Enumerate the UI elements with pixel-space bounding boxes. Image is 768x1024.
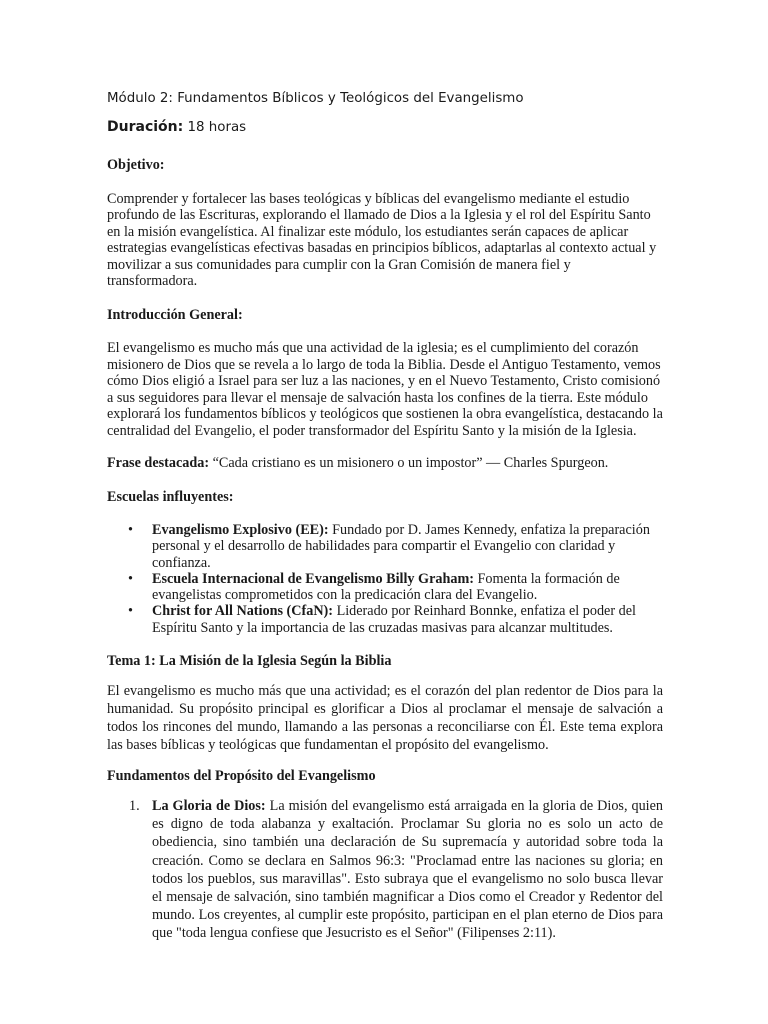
item-number: 1. [129,797,140,814]
document-page [107,89,663,943]
school-name: Evangelismo Explosivo (EE): [152,522,329,538]
quote-label: Frase destacada: [107,455,210,471]
item-text: La misión del evangelismo está arraigada en la gloria de Dios, quien es digno de toda alabanza y exaltación. Proclamar Su gloria no es solo un acto de obediencia, sino también una declaración de Su supremacía y autoridad sobre toda la creación. Como se declara en Salmos 96:3: "Proclamad entre las naciones su gloria; en todos los pueblos, sus maravillas". Esto subraya que el evangelismo no solo busca llevar el mensaje de salvación, sino también magnificar a Dios como el Creador y Redentor del mundo. Los creyentes, al cumplir este propósito, participan en el plan eterno de Dios para que "toda lengua confiese que Jesucristo es el Señor" (Filipenses 2:11). [152,797,664,942]
objective-text: Comprender y fortalecer las bases teológicas y bíblicas del evangelismo mediante el estudio profundo de las Escrituras, explorando el llamado de Dios a la Iglesia y el rol del Espíritu Santo en la misión evangelística. Al finalizar este módulo, los estudiantes serán capaces de aplicar estrategias evangelísticas efectivas basadas en principios bíblicos, adaptarlas al contexto actual y movilizar a sus comunidades para cumplir con la Gran Comisión de manera fiel y transformadora. [107,190,657,289]
module-title: Módulo 2: Fundamentos Bíblicos y Teológicos del Evangelismo [107,91,524,106]
list-item [107,571,663,604]
school-description: Liderado por Reinhard Bonnke, enfatiza el poder del Espíritu Santo y la importancia de las cruzadas masivas para alcanzar multitudes. [152,603,636,636]
fundamentos-heading: Fundamentos del Propósito del Evangelismo [107,768,376,785]
tema1-heading: Tema 1: La Misión de la Iglesia Según la Biblia [107,653,392,670]
tema1-text: El evangelismo es mucho más que una actividad; es el corazón del plan redentor de Dios para la humanidad. Su propósito principal es glorificar a Dios al proclamar el mensaje de salvación a todos los rincones del mundo, llamando a las personas a reconciliarse con Él. Este tema explora las bases bíblicas y teológicas que fundamentan el propósito del evangelismo. [107,682,663,754]
duration-line [107,117,663,138]
item-title: La Gloria de Dios: [152,797,266,814]
duration-label: Duración: [107,119,184,135]
quote-text: “Cada cristiano es un misionero o un impostor” — Charles Spurgeon. [212,455,609,471]
featured-quote [107,455,663,472]
school-name: Escuela Internacional de Evangelismo Billy Graham: [152,570,474,587]
school-description: Fundado por D. James Kennedy, enfatiza la preparación personal y el desarrollo de habilidades para compartir el Evangelio con claridad y confianza. [152,522,650,571]
bullet-icon: • [128,522,133,538]
introduction-heading: Introducción General: [107,306,243,323]
bullet-icon: • [128,570,133,587]
school-name: Christ for All Nations (CfaN): [152,603,334,620]
schools-heading: Escuelas influyentes: [107,488,234,505]
list-item [107,797,663,943]
fundamentos-list [107,797,663,943]
school-description: Fomenta la formación de evangelistas comprometidos con la predicación clara del Evangelio. [152,570,620,604]
bullet-icon: • [128,603,133,620]
schools-list [107,522,663,636]
introduction-text: El evangelismo es mucho más que una actividad de la iglesia; es el cumplimiento del corazón misionero de Dios que se revela a lo largo de toda la Biblia. Desde el Antiguo Testamento, vemos cómo Dios eligió a Israel para ser luz a las naciones, y en el Nuevo Testamento, Cristo comisionó a sus seguidores para llevar el mensaje de salvación hasta los confines de la tierra. Este módulo explorará los fundamentos bíblicos y teológicos que sostienen la obra evangelística, destacando la centralidad del Evangelio, el poder transformador del Espíritu Santo y la misión de la Iglesia. [107,340,663,439]
objective-heading: Objetivo: [107,157,165,173]
list-item [107,603,663,636]
list-item [107,522,663,571]
duration-value: 18 horas [187,120,247,135]
